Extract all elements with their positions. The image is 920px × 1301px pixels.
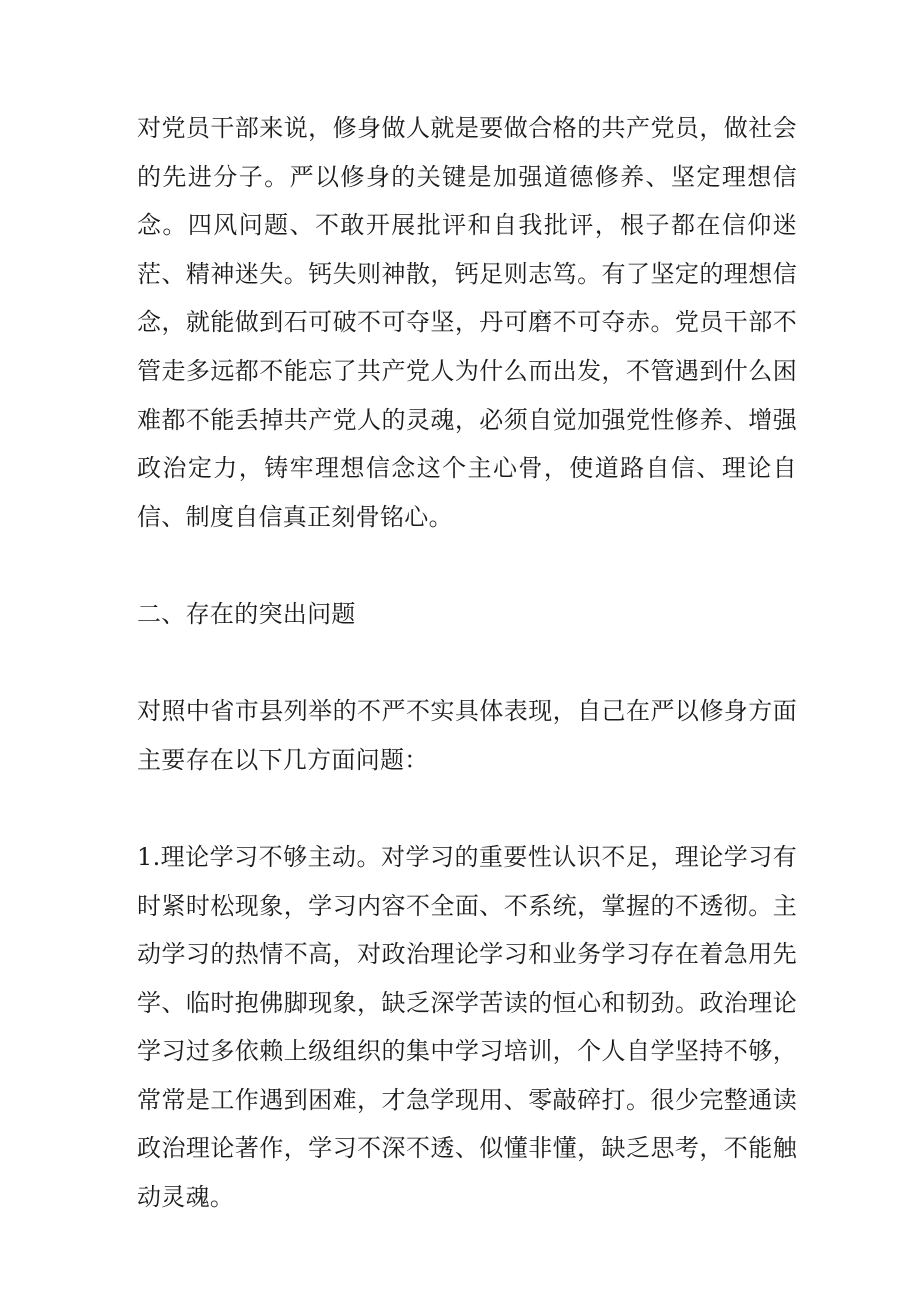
problems-intro-paragraph: 对照中省市县列举的不严不实具体表现，自己在严以修身方面主要存在以下几方面问题： bbox=[137, 697, 797, 774]
intro-paragraph: 对党员干部来说，修身做人就是要做合格的共产党员，做社会的先进分子。严以修身的关键是加强道德修养、坚定理想信念。四风问题、不敢开展批评和自我批评，根子都在信仰迷茫、精神迷失。钙失则神散，钙足则志笃。有了坚定的理想信念，就能做到石可破不可夺坚，丹可磨不可夺赤。党员干部不管走多远都不能忘了共产党人为什么而出发，不管遇到什么困难都不能丢掉共产党人的灵魂，必须自觉加强党性修养、增强政治定力，铸牢理想信念这个主心骨，使道路自信、理论自信、制度自信真正刻骨铭心。 bbox=[137, 114, 797, 531]
section-heading: 二、存在的突出问题 bbox=[137, 599, 356, 628]
document-page bbox=[137, 104, 797, 1222]
problem-item-1-paragraph: 1.理论学习不够主动。对学习的重要性认识不足，理论学习有时紧时松现象，学习内容不全面、不系统，掌握的不透彻。主动学习的热情不高，对政治理论学习和业务学习存在着急用先学、临时抱佛脚现象，缺乏深学苦读的恒心和韧劲。政治理论学习过多依赖上级组织的集中学习培训，个人自学坚持不够，常常是工作遇到困难，才急学现用、零敲碎打。很少完整通读政治理论著作，学习不深不透、似懂非懂，缺乏思考，不能触动灵魂。 bbox=[137, 842, 797, 1212]
